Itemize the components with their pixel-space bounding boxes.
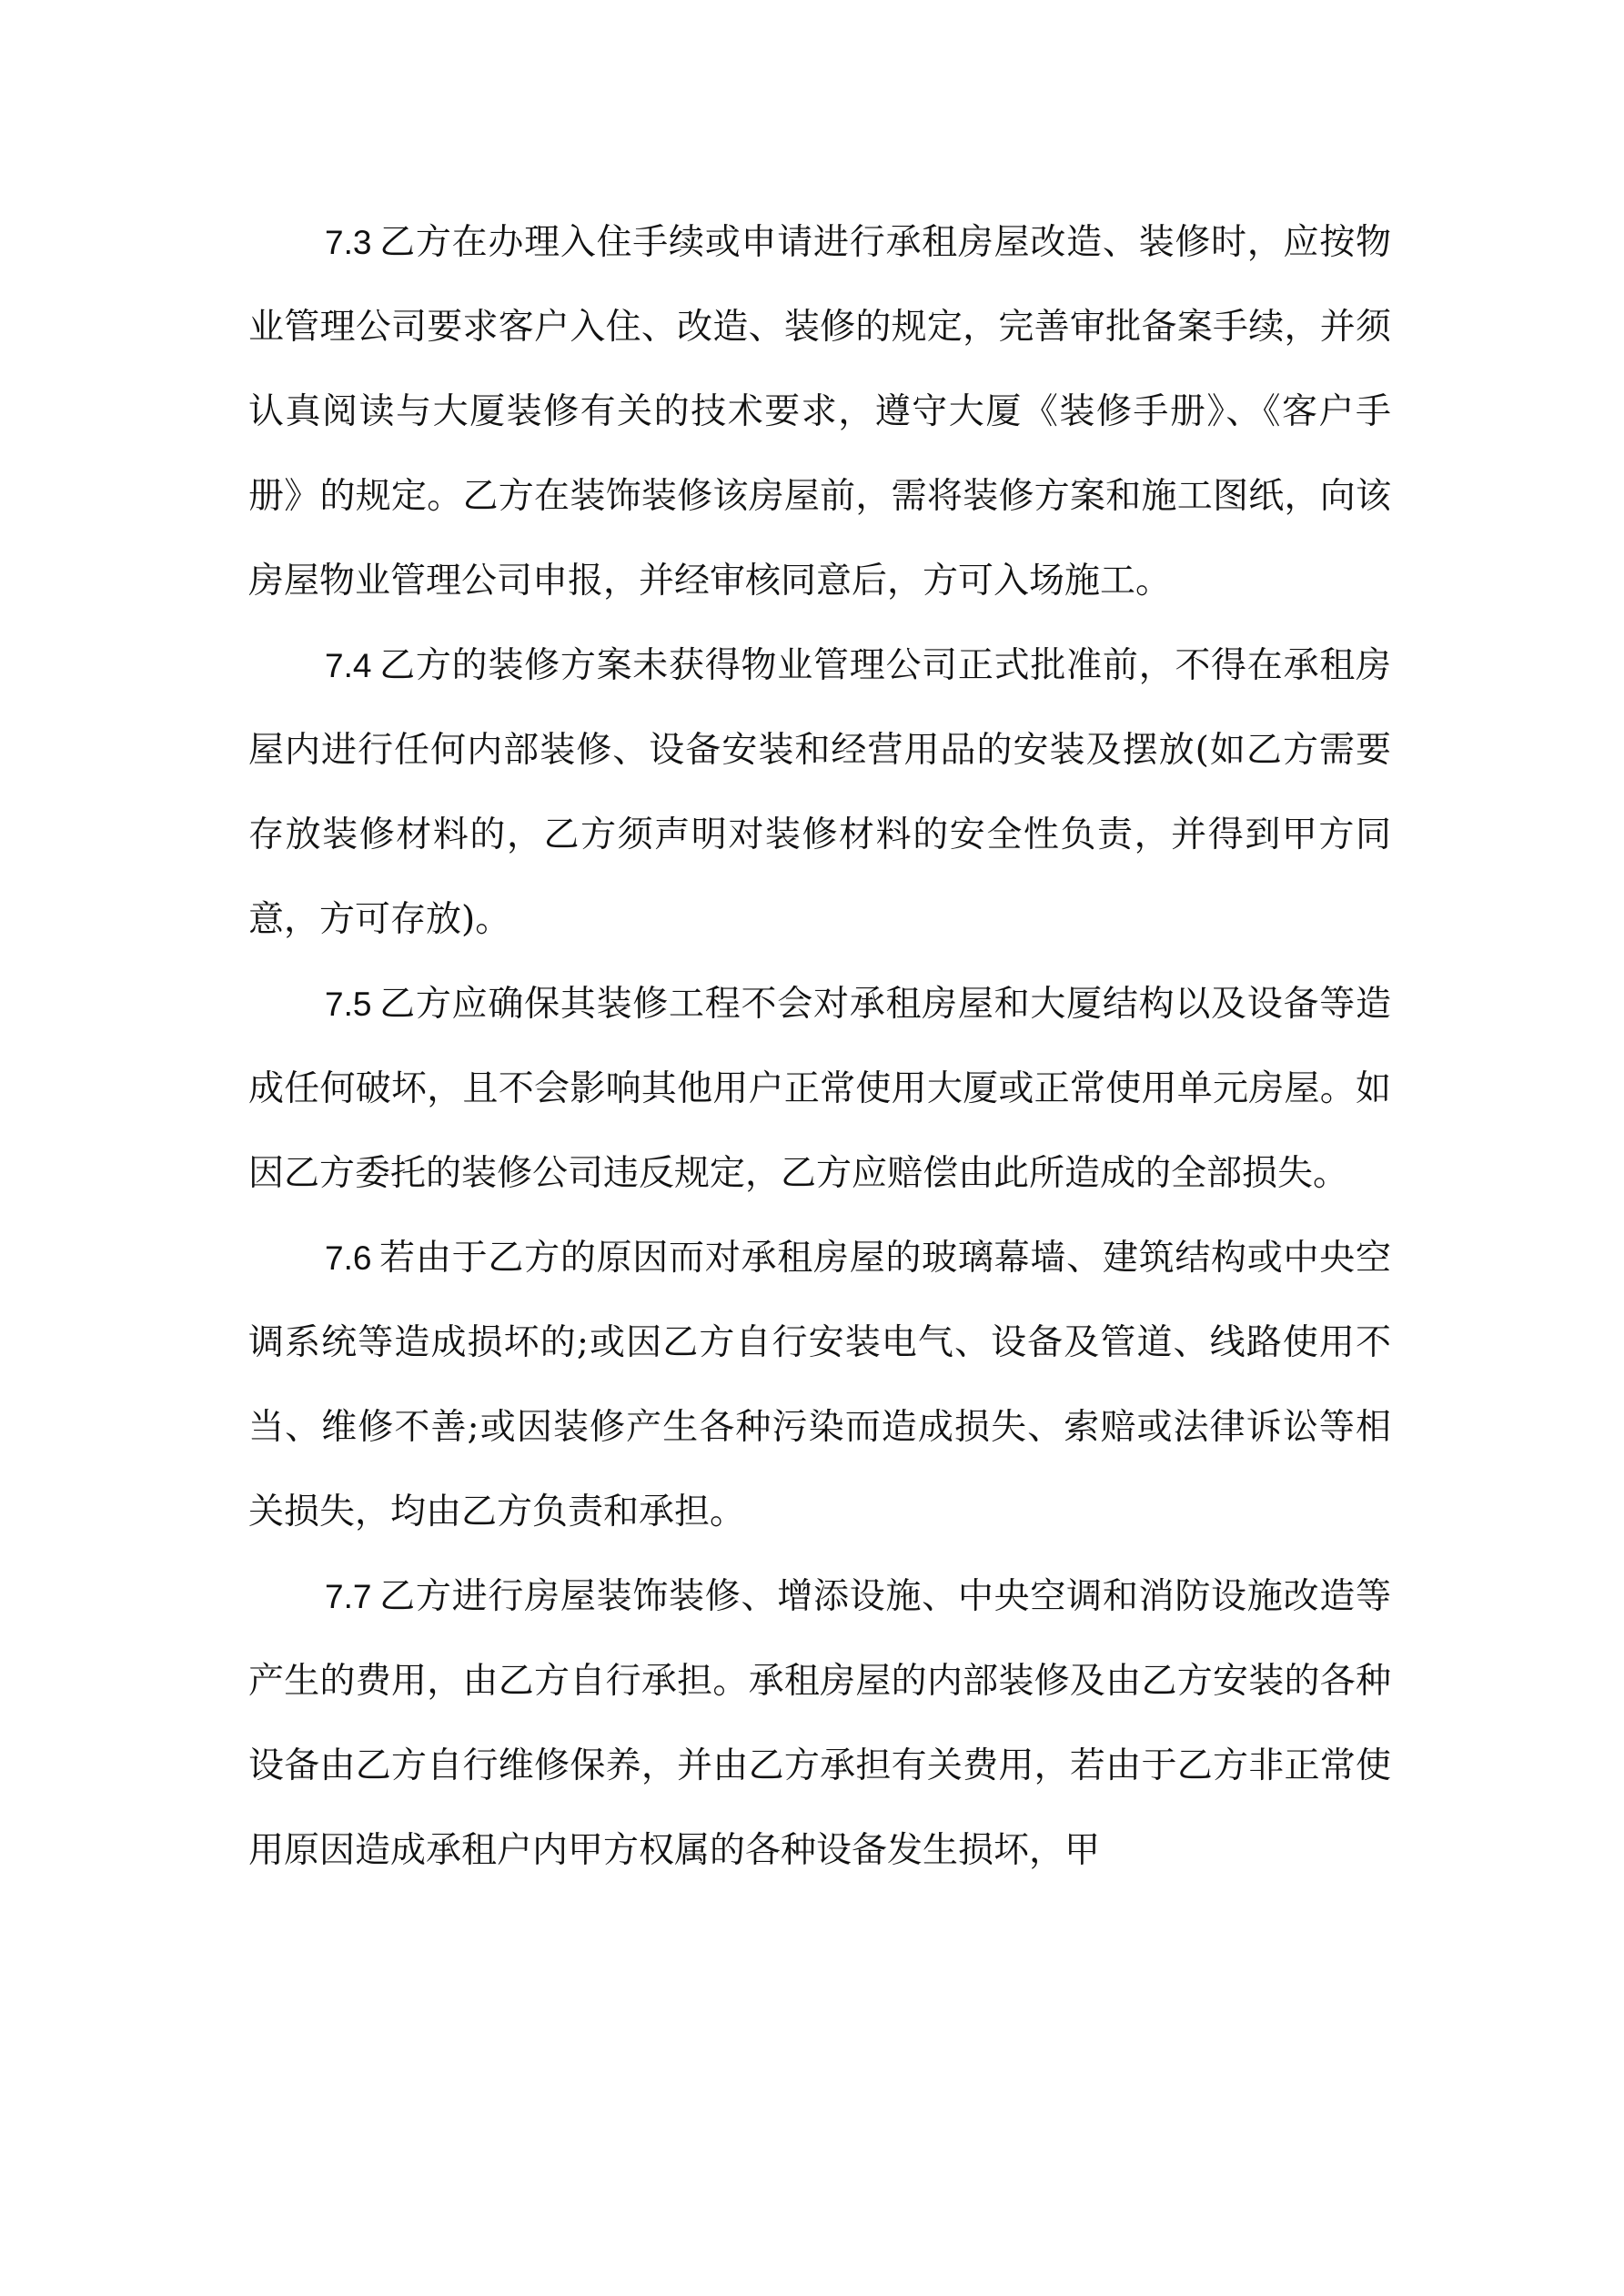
clause-text: 乙方应确保其装修工程不会对承租房屋和大厦结构以及设备等造成任何破坏，且不会影响其他用户正常使用大厦或正常使用单元房屋。如因乙方委托的装修公司违反规定，乙方应赔偿由此所造成的全部损失。 <box>248 984 1391 1194</box>
document-body <box>248 200 1391 1893</box>
clause-text: 乙方进行房屋装饰装修、增添设施、中央空调和消防设施改造等产生的费用，由乙方自行承担。承租房屋的内部装修及由乙方安装的各种设备由乙方自行维修保养，并由乙方承担有关费用，若由于乙方非正常使用原因造成承租户内甲方权属的各种设备发生损坏，甲 <box>248 1576 1391 1871</box>
clause-number: 7.4 <box>325 647 372 684</box>
clause-7-4 <box>248 623 1391 962</box>
clause-text: 若由于乙方的原因而对承租房屋的玻璃幕墙、建筑结构或中央空调系统等造成损坏的;或因乙方自行安装电气、设备及管道、线路使用不当、维修不善;或因装修产生各种污染而造成损失、索赔或法律诉讼等相关损失，均由乙方负责和承担。 <box>248 1238 1391 1532</box>
clause-number: 7.6 <box>325 1239 372 1277</box>
clause-text: 乙方在办理入住手续或申请进行承租房屋改造、装修时，应按物业管理公司要求客户入住、改造、装修的规定，完善审批备案手续，并须认真阅读与大厦装修有关的技术要求，遵守大厦《装修手册》、《客户手册》的规定。乙方在装饰装修该房屋前，需将装修方案和施工图纸，向该房屋物业管理公司申报，并经审核同意后，方可入场施工。 <box>248 222 1391 602</box>
clause-number: 7.7 <box>325 1578 372 1615</box>
clause-7-5 <box>248 962 1391 1216</box>
clause-text: 乙方的装修方案未获得物业管理公司正式批准前，不得在承租房屋内进行任何内部装修、设备安装和经营用品的安装及摆放(如乙方需要存放装修材料的，乙方须声明对装修材料的安全性负责，并得到甲方同意，方可存放)。 <box>248 645 1391 940</box>
clause-7-7 <box>248 1554 1391 1893</box>
clause-number: 7.5 <box>325 986 372 1023</box>
clause-7-6 <box>248 1216 1391 1554</box>
clause-number: 7.3 <box>325 224 372 261</box>
clause-7-3 <box>248 200 1391 623</box>
